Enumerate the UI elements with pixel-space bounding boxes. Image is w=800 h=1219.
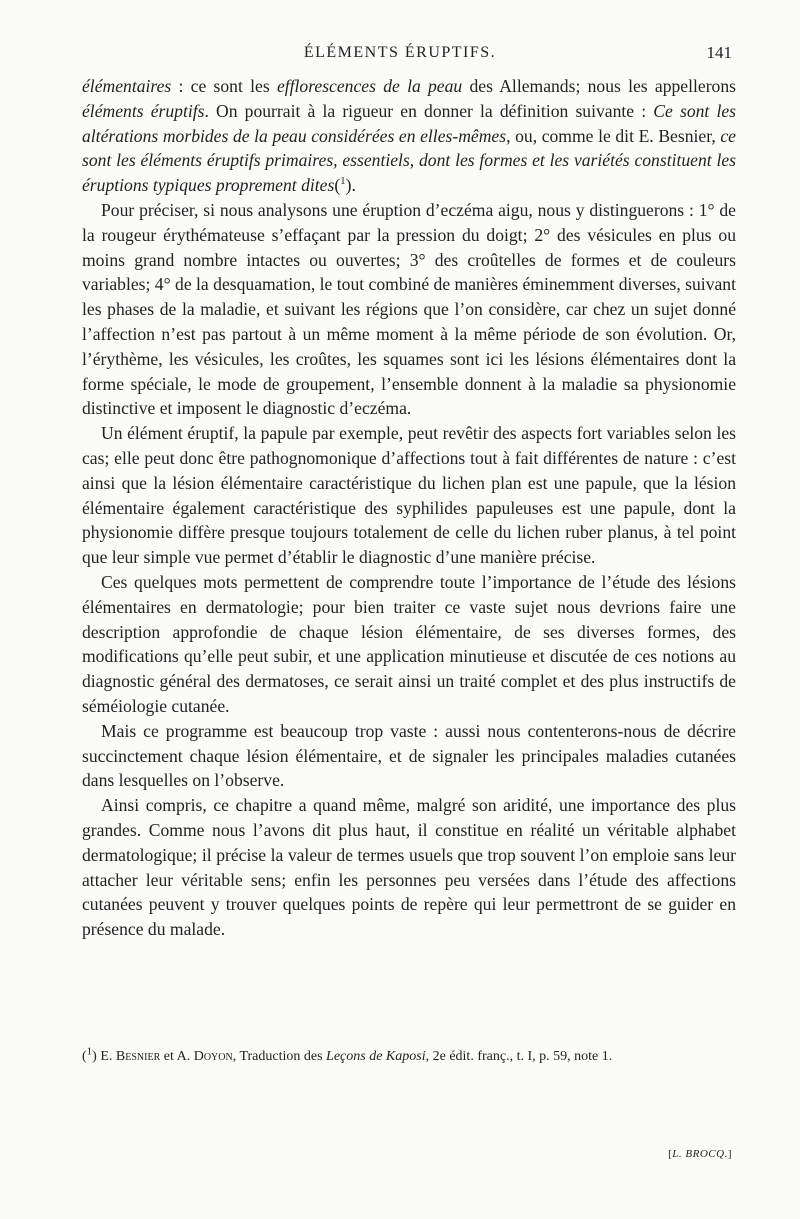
text-run: . On pourrait à la rigueur en donner la définition suivante : xyxy=(204,100,654,121)
paragraph-5: Mais ce programme est beaucoup trop vaste : aussi nous contenterons-nous de décrire succinctement chaque lésion élémentaire, et de signaler les principales maladies cutanées dans lesquelles on l’observe. xyxy=(82,720,736,791)
footnote-paren-close: ) xyxy=(92,1049,101,1064)
footnote-marker: 1 xyxy=(86,1045,93,1058)
signature-initials: L. BROCQ. xyxy=(672,1148,728,1160)
italic-phrase: élémentaires xyxy=(82,76,172,96)
paragraph-4: Ces quelques mots permettent de comprendre toute l’importance de l’étude des lésions élémentaires en dermatologie; pour bien traiter ce vaste sujet nous devrions faire une description approfondie de chaque lésion élémentaire, de ses diverses formes, des modifications qu’elle peut subir, et une application minutieuse et discutée de ces notions au diagnostic général des dermatoses, ce serait ainsi un traité complet et des plus instructifs de séméiologie cutanée. xyxy=(82,571,736,716)
text-run: des Allemands; nous les appellerons xyxy=(462,76,736,96)
text-run: : ce sont les xyxy=(171,76,277,96)
text-run: E. xyxy=(100,1049,116,1064)
paragraph-6: Ainsi compris, ce chapitre a quand même, malgré son aridité, une importance des plus grandes. Comme nous l’avons dit plus haut, il constitue en réalité un véritable alphabet dermatologique; il précise la valeur de termes usuels que trop souvent l’on emploie sans leur attacher leur véritable sens; enfin les personnes peu versées dans l’étude des affections cutanées peuvent y trouver quelques points de repère qui leur permettront de se guider en présence du malade. xyxy=(82,795,736,940)
italic-phrase: efflorescences de la peau xyxy=(276,76,463,96)
signature-mark xyxy=(668,1148,732,1160)
footnote-ref[interactable]: 1 xyxy=(340,175,346,188)
footnote-ref-open: ( xyxy=(334,175,341,196)
work-title: Leçons de Kaposi xyxy=(326,1049,426,1064)
paragraph-3: Un élément éruptif, la papule par exemple, peut revêtir des aspects fort variables selon les cas; elle peut donc être pathognomonique d’affections tout à fait différentes de nature : c’est ainsi que la lésion élémentaire caractéristique du lichen plan est une papule, que la lésion élémentaire également caractéristique des syphilides papuleuses est une papule, dont la physionomie diffère presque toujours totalement de celle du lichen ruber planus, à tel point que leur simple vue permet d’établir le diagnostic d’une manière précise. xyxy=(82,423,736,568)
paragraph-1 xyxy=(82,74,736,198)
body-text xyxy=(82,74,736,942)
text-run: , ou, comme le dit E. Besnier, xyxy=(506,125,721,146)
page-number: 141 xyxy=(706,43,732,62)
bracket-open: [ xyxy=(668,1148,673,1160)
text-run: , Traduction des xyxy=(232,1049,327,1064)
italic-phrase: Ce sont les altérations morbides de la peau considérées en elles-mêmes xyxy=(82,100,736,146)
bracket-close: ] xyxy=(727,1148,732,1160)
text-run: et A. xyxy=(160,1049,194,1064)
text-run: , 2e édit. franç., t. I, p. 59, note 1. xyxy=(425,1049,613,1064)
italic-phrase: ce sont les éléments éruptifs primaires, essentiels, dont les formes et les variétés constituent les éruptions typiques proprement dites xyxy=(82,125,736,196)
footnote xyxy=(82,1047,736,1066)
italic-phrase: éléments éruptifs xyxy=(82,100,205,121)
author-name: Doyon xyxy=(193,1049,233,1064)
text-run: ). xyxy=(345,175,356,196)
paragraph-2: Pour préciser, si nous analysons une éruption d’eczéma aigu, nous y distinguerons : 1° de la rougeur érythémateuse s’effaçant par la pression du doigt; 2° des vésicules en plus ou moins grand nombre intactes ou ouvertes; 3° des croûtelles de formes et de couleurs variables; 4° de la desquamation, le tout combiné de manières éminemment diverses, suivant les phases de la maladie, et suivant les régions que l’on considère, car chez un sujet donné l’affection n’est pas partout à un même moment à la même période de son évolution. Or, l’érythème, les vésicules, les croûtes, les squames sont ici les lésions élémentaires dont la forme spéciale, le mode de groupement, l’ensemble donnent à la maladie sa physionomie distinctive et imposent le diagnostic d’eczéma. xyxy=(82,199,736,419)
running-title: ÉLÉMENTS ÉRUPTIFS. xyxy=(303,44,497,61)
author-name: Besnier xyxy=(115,1049,161,1064)
footnote-paren-open: ( xyxy=(82,1049,87,1064)
